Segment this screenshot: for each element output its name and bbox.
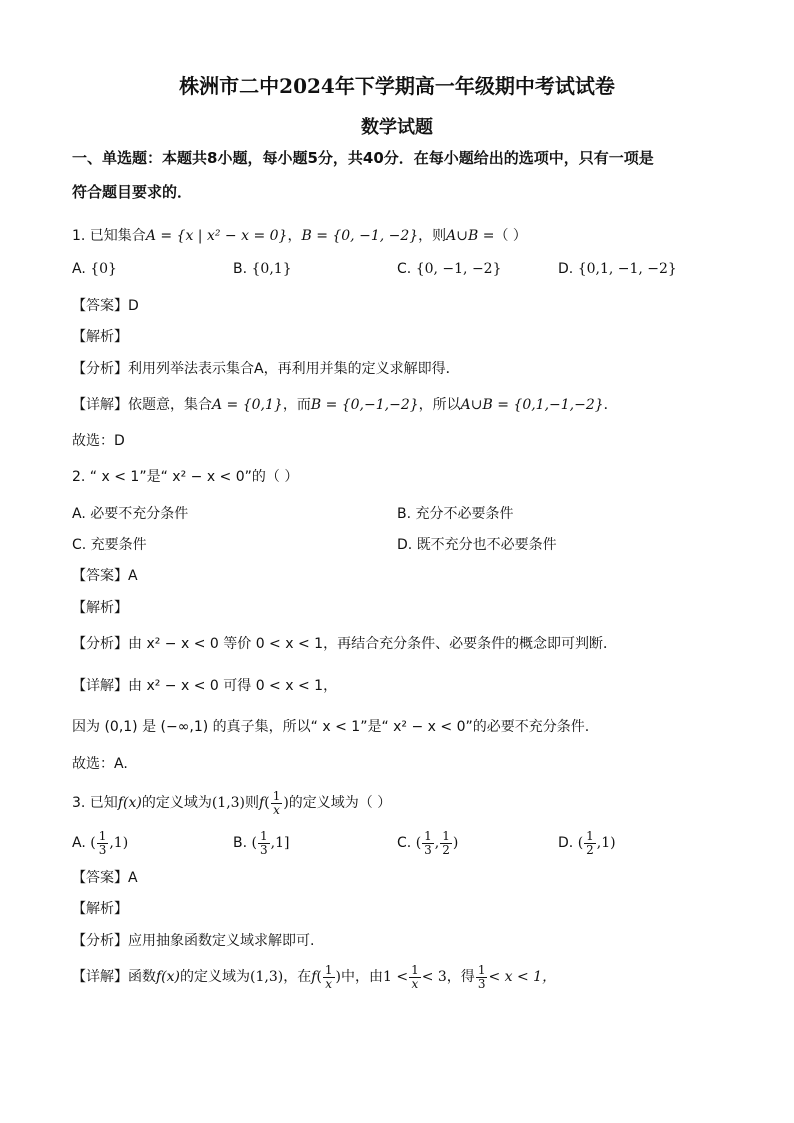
q3-option-a: A. ( $\frac{1}{3}$ ,1) [72, 828, 129, 857]
exam-subtitle: 数学试题 [361, 117, 433, 138]
q1-analysis: 【分析】利用列举法表示集合A，再利用并集的定义求解即得． [72, 361, 460, 377]
q2-jiexi: 【解析】 [72, 600, 128, 616]
q1-choose: 故选：D [72, 433, 125, 449]
q1-detail: 【详解】依题意，集合A = {0,1}，而B = {0,−1,−2}，所以A∪B = {0,1,−1,−2}． [72, 397, 618, 413]
q1-option-d: D. {0,1, −1, −2} [558, 261, 677, 277]
q2-analysis: 【分析】由 x² − x < 0 等价 0 < x < 1，再结合充分条件、必要条件的概念即可判断． [72, 636, 618, 652]
q2-option-c: C. 充要条件 [72, 537, 147, 553]
fraction-1-over-x: $\frac{1}{x}$ [272, 788, 281, 817]
q3-option-b: B. ( $\frac{1}{3}$ ,1] [233, 828, 290, 857]
exam-title: 株洲市二中2024年下学期高一年级期中考试试卷 [179, 74, 615, 98]
section-heading-line2: 符合题目要求的． [72, 183, 193, 201]
q2-detail: 【详解】由 x² − x < 0 可得 0 < x < 1， [72, 678, 338, 694]
q2-option-b: B. 充分不必要条件 [397, 506, 514, 522]
q1-option-b: B. {0,1} [233, 261, 292, 277]
q2-choose: 故选：A. [72, 756, 128, 772]
q1-option-a: A. {0} [72, 261, 117, 277]
q3-answer: 【答案】A [72, 870, 138, 886]
q1-answer: 【答案】D [72, 298, 139, 314]
q1-stem: 1. 已知集合A = {x | x² − x = 0}，B = {0, −1, −2}，则A∪B =（ ） [72, 228, 527, 244]
q3-stem: 3. 已知f(x)的定义域为(1,3)则f( $\frac{1}{x}$ )的定义域为（ ） [72, 788, 392, 817]
q1-jiexi: 【解析】 [72, 329, 128, 345]
q3-option-d: D. ( $\frac{1}{2}$ ,1) [558, 828, 616, 857]
q1-option-c: C. {0, −1, −2} [397, 261, 502, 277]
q3-detail: 【详解】函数f(x)的定义域为(1,3)，在f( $\frac{1}{x}$ )中，由1 < $\frac{1}{x}$ < 3，得 $\frac{1}{3}$ < x < 1， [72, 962, 557, 991]
section-heading-line1: 一、单选题：本题共8小题，每小题5分，共40分．在每小题给出的选项中，只有一项是 [72, 149, 654, 167]
q3-analysis: 【分析】应用抽象函数定义域求解即可. [72, 933, 315, 949]
q3-option-c: C. ( $\frac{1}{3}$ , $\frac{1}{2}$ ) [397, 828, 459, 857]
q2-answer: 【答案】A [72, 568, 138, 584]
q2-reason: 因为 (0,1) 是 (−∞,1) 的真子集，所以“ x < 1”是“ x² − x < 0”的必要不充分条件. [72, 719, 590, 735]
q3-jiexi: 【解析】 [72, 901, 128, 917]
q2-option-d: D. 既不充分也不必要条件 [397, 537, 557, 553]
q2-option-a: A. 必要不充分条件 [72, 506, 189, 522]
q2-stem: 2. “ x < 1”是“ x² − x < 0”的（ ） [72, 469, 299, 485]
